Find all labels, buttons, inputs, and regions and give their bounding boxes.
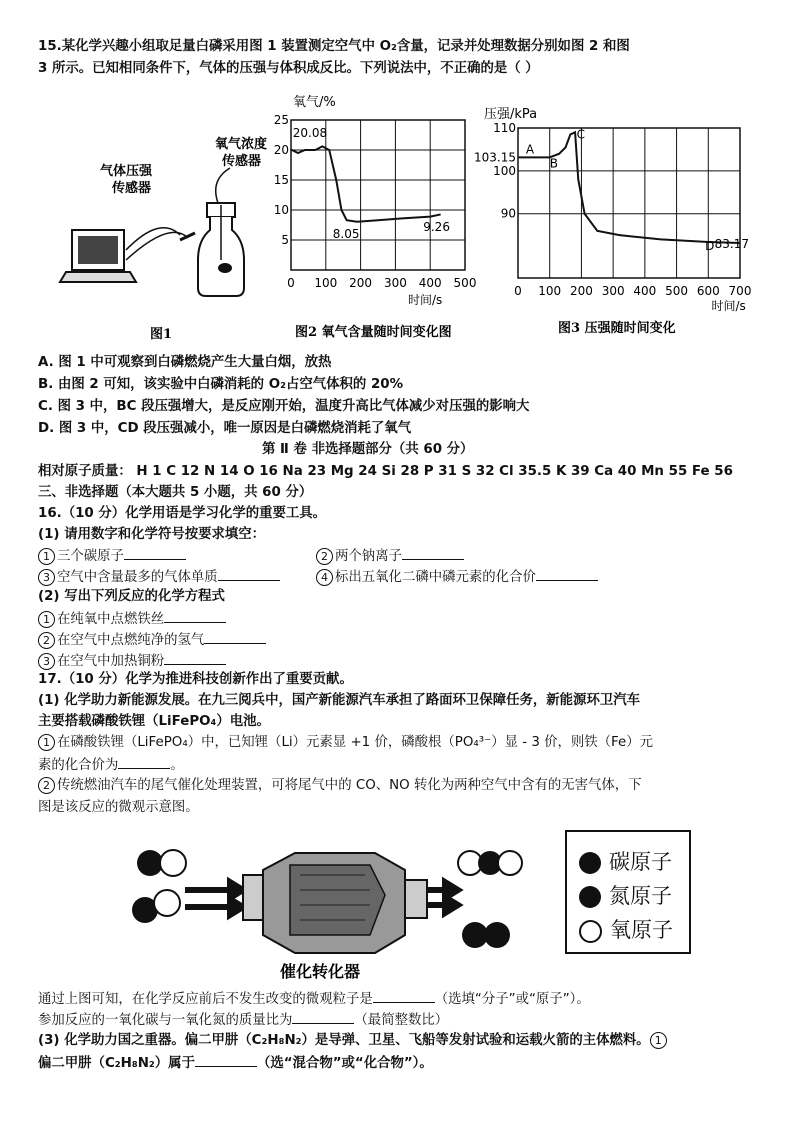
q17-sub1-line2: 素的化合价为 。: [38, 754, 184, 776]
atom-legend: [565, 830, 691, 954]
fig2-xlabel: 时间/s: [408, 293, 443, 307]
fig3-point-b: B: [549, 156, 558, 171]
answer-blank[interactable]: [118, 754, 170, 769]
legend-oxygen: 氧原子: [610, 918, 673, 942]
q15-option-a: A. 图 1 中可观察到白磷燃烧产生大量白烟，放热: [38, 355, 332, 370]
fig3-ylabel: 压强/kPa: [484, 107, 538, 122]
converter-icon: [243, 853, 427, 953]
q17-sub2-line2: 图是该反应的微观示意图。: [38, 800, 199, 815]
nitrogen-atom-icon: [579, 886, 601, 908]
fig2-ann-start: 20.08: [292, 125, 328, 140]
fig3-ytick: 100: [493, 163, 516, 178]
q16-eq3: 3 在空气中加热铜粉: [38, 650, 226, 672]
answer-blank[interactable]: [218, 566, 280, 581]
answer-blank[interactable]: [402, 545, 464, 560]
fig3-xtick: 0: [514, 284, 522, 298]
fig2-ann-end: 9.26: [423, 220, 450, 234]
q17-title: 17.（10 分）化学为推进科技创新作出了重要贡献。: [38, 672, 353, 687]
fig2-ylabel: 氧气/%: [293, 95, 336, 110]
fig3-xtick: 500: [665, 284, 689, 298]
answer-blank[interactable]: [292, 1009, 354, 1024]
o2-sensor-label-1: 氧气浓度: [215, 137, 268, 152]
converter-caption: 催化转化器: [280, 962, 361, 981]
figure2-oxygen-chart: [273, 92, 483, 342]
q15-stem-line1: 15.某化学兴趣小组取足量白磷采用图 1 装置测定空气中 O₂含量，记录并处理数据分别如图 2 和图: [38, 39, 630, 54]
answer-blank[interactable]: [373, 988, 435, 1003]
fig2-ytick: 10: [273, 203, 289, 217]
q16-row1-right: 2 两个钠离子: [316, 545, 464, 567]
flask-icon: [180, 203, 244, 296]
q16-eq1: 1 在纯氧中点燃铁丝: [38, 608, 226, 630]
fig2-xtick: 100: [314, 276, 338, 290]
o2-sensor-label-2: 传感器: [222, 154, 262, 169]
q16-eq2: 2 在空气中点燃纯净的氢气: [38, 629, 266, 651]
fig2-xtick: 0: [287, 276, 295, 290]
q15-option-d: D. 图 3 中，CD 段压强减小，唯一原因是白磷燃烧消耗了氧气: [38, 421, 412, 436]
fig3-xlabel: 时间/s: [711, 299, 746, 313]
fig3-ann-end: 83.17: [714, 237, 749, 251]
fig3-point-a: A: [525, 142, 535, 157]
legend-nitrogen: 氮原子: [609, 884, 672, 908]
q15-stem-line2: 3 所示。已知相同条件下，气体的压强与体积成反比。下列说法中，不正确的是（ ）: [38, 61, 539, 76]
q16-row2-left: 3 空气中含量最多的气体单质: [38, 566, 280, 588]
catalytic-converter-diagram: [115, 835, 555, 985]
q17-part3-line2: 偏二甲肼（C₂H₈N₂）属于 （选“混合物”或“化合物”）。: [38, 1052, 433, 1074]
q17-after-line1: 通过上图可知，在化学反应前后不发生改变的微观粒子是 （选填“分子”或“原子”）。: [38, 988, 590, 1010]
answer-blank[interactable]: [164, 608, 226, 623]
fig3-point-d: D: [705, 239, 715, 254]
fig2-xtick: 200: [349, 276, 373, 290]
q17-part3-line1: (3) 化学助力国之重器。偏二甲肼（C₂H₈N₂）是导弹、卫星、飞船等发射试验和运载火箭的主体燃料。 1: [38, 1031, 669, 1051]
fig2-caption: 图2 氧气含量随时间变化图: [295, 325, 452, 340]
q16-row1-left: 1 三个碳原子: [38, 545, 186, 567]
fig3-pressure-line: [518, 132, 740, 243]
q17-part1-line2: 主要搭载磷酸铁锂（LiFePO₄）电池。: [38, 714, 270, 729]
fig2-ann-min: 8.05: [332, 227, 360, 242]
q16-part2: (2) 写出下列反应的化学方程式: [38, 589, 225, 604]
fig3-point-c: C: [576, 127, 586, 142]
q15-option-b: B. 由图 2 可知，该实验中白磷消耗的 O₂占空气体积的 20%: [38, 377, 404, 392]
fig2-xtick: 400: [418, 276, 442, 290]
pressure-sensor-label-2: 传感器: [112, 181, 152, 196]
q16-title: 16.（10 分）化学用语是学习化学的重要工具。: [38, 506, 327, 521]
q17-after-line2: 参加反应的一氧化碳与一氧化氮的质量比为 （最简整数比）: [38, 1009, 448, 1031]
answer-blank[interactable]: [164, 650, 226, 665]
q17-part1-line1: (1) 化学助力新能源发展。在九三阅兵中，国产新能源汽车承担了路面环卫保障任务，新能源环卫汽车: [38, 693, 641, 708]
fig3-ytick: 103.15: [474, 150, 516, 165]
fig3-caption: 图3 压强随时间变化: [558, 321, 676, 336]
legend-carbon: 碳原子: [609, 850, 672, 874]
part2-title: 第 Ⅱ 卷 非选择题部分（共 60 分）: [262, 442, 474, 457]
fig3-xtick: 100: [538, 284, 562, 298]
answer-blank[interactable]: [124, 545, 186, 560]
fig1-caption: 图1: [150, 327, 173, 342]
fig3-xtick: 300: [601, 284, 625, 298]
q17-sub1-line1: 1 在磷酸铁锂（LiFePO₄）中，已知锂（Li）元素显 +1 价，磷酸根（PO₄³⁻）显 - 3 价，则铁（Fe）元: [38, 733, 653, 753]
answer-blank[interactable]: [536, 566, 598, 581]
pressure-sensor-label-1: 气体压强: [100, 164, 153, 179]
answer-blank[interactable]: [195, 1052, 257, 1067]
atomic-mass-line: 相对原子质量： H 1 C 12 N 14 O 16 Na 23 Mg 24 Si 28 P 31 S 32 Cl 35.5 K 39 Ca 40 Mn 55 Fe 56: [38, 464, 733, 479]
fig3-plot-frame: [518, 128, 740, 278]
carbon-atom-icon: [579, 852, 601, 874]
fig3-ytick: 110: [493, 121, 516, 135]
answer-blank[interactable]: [204, 629, 266, 644]
q17-sub2-line1: 2 传统燃油汽车的尾气催化处理装置，可将尾气中的 CO、NO 转化为两种空气中含有的无害气体，下: [38, 776, 642, 796]
figure1-apparatus: [60, 120, 270, 350]
fig3-xtick: 700: [728, 284, 752, 298]
figure3-pressure-chart: [474, 107, 754, 340]
fig3-ytick: 90: [500, 206, 516, 221]
fig2-xtick: 300: [383, 276, 407, 290]
fig2-ytick: 15: [273, 173, 289, 187]
fig2-plot-frame: [291, 120, 465, 270]
fig3-xtick: 400: [633, 284, 657, 298]
fig2-ytick: 20: [273, 143, 289, 157]
fig2-ytick: 5: [281, 233, 289, 247]
section3-heading: 三、非选择题（本大题共 5 小题，共 60 分）: [38, 485, 313, 500]
fig3-xtick: 600: [696, 284, 720, 298]
oxygen-atom-icon: [579, 920, 602, 943]
laptop-icon: [60, 230, 136, 282]
q16-part1: (1) 请用数字和化学符号按要求填空：: [38, 527, 266, 542]
fig2-xtick: 500: [453, 276, 477, 290]
q16-row2-right: 4 标出五氧化二磷中磷元素的化合价: [316, 566, 598, 588]
q15-option-c: C. 图 3 中，BC 段压强增大，是反应刚开始，温度升高比气体减少对压强的影响大: [38, 399, 530, 414]
fig3-xtick: 200: [569, 284, 593, 298]
fig2-ytick: 25: [273, 113, 289, 127]
